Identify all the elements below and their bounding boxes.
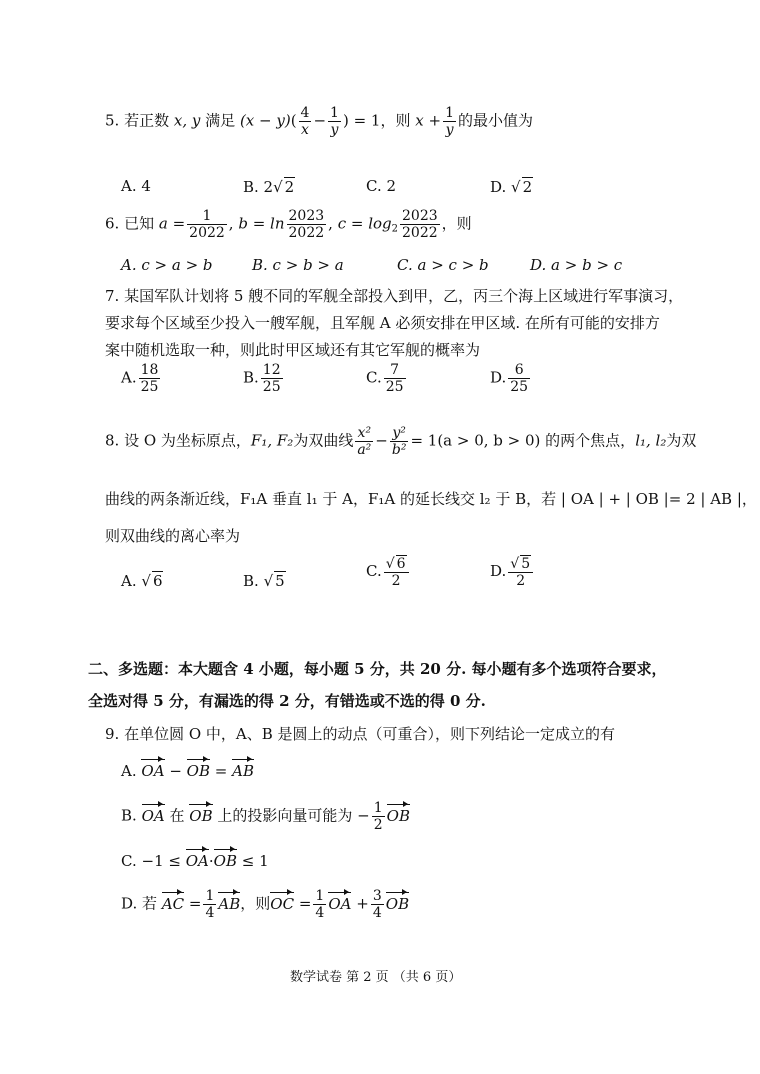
q5-option-c: C. 2 (366, 177, 397, 195)
q8-option-c: C. $\frac{√ 6}{2}$ (366, 555, 411, 589)
q6-b: b = ln (238, 214, 285, 233)
q6-suffix: ，则 (441, 214, 472, 233)
section2-line1: 二、多选题：本大题含 4 小题，每小题 5 分，共 20 分. 每小题有多个选项符合要求， (88, 660, 667, 678)
q6-stem: 6. 已知 a = $\frac{1}{2022}$ , b = ln $\frac{2023}{2022}$ , $c = \log_2$ $\frac{2023}{2022}$ ，则 (105, 208, 472, 242)
q6-b-frac: $\frac{2023}{2022}$ (288, 208, 325, 242)
q9-option-c: C. −1 ≤ OA·OB ≤ 1 (121, 852, 269, 870)
q5-expr: x + (415, 111, 442, 130)
q8-line2: 曲线的两条渐近线，F₁A 垂直 l₁ 于 A，F₁A 的延长线交 l₂ 于 B，若 | OA | + | OB |= 2 | AB |， (105, 490, 757, 508)
q6-option-b: B. c > b > a (252, 256, 344, 274)
q9-stem: 9. 在单位圆 O 中，A、B 是圆上的动点（可重合），则下列结论一定成立的有 (105, 725, 616, 743)
q5-minus: − (313, 111, 327, 130)
q5-cond-lhs: (x − y) (239, 111, 291, 130)
q6-prefix: 6. 已知 (105, 214, 155, 233)
q5-frac2: $\frac{1}{y}$ (330, 105, 339, 139)
q8-option-b: B. √ 5 (243, 572, 285, 590)
q5-vars: x, y (173, 111, 201, 130)
q5-stem: 5. 若正数 x, y 满足 (x − y)( $\frac{4}{x}$ − $\frac{1}{y}$ ) = 1，则 x + $\frac{1}{y}$ 的最小值为 (105, 105, 533, 139)
q5-frac1: $\frac{4}{x}$ (300, 105, 310, 139)
q9-option-a: A. OA − OB = AB (121, 762, 254, 780)
q8-option-d: D. $\frac{√ 5}{2}$ (490, 555, 535, 589)
q5-frac3: $\frac{1}{y}$ (445, 105, 454, 139)
q6-a: a = (158, 214, 186, 233)
q6-option-a: A. c > a > b (121, 256, 213, 274)
q7-option-b: B. $\frac{12}{25}$ (243, 362, 281, 396)
q5-mid: 满足 (205, 111, 236, 130)
q6-a-frac: $\frac{1}{2022}$ (189, 208, 225, 242)
q5-eq: ) = 1 (342, 111, 381, 130)
q7-option-a: A. $\frac{18}{25}$ (121, 362, 159, 396)
q6-c: c = log (337, 214, 392, 233)
q8-line3: 则双曲线的离心率为 (105, 527, 241, 545)
q5-prefix: 5. 若正数 (105, 111, 170, 130)
q6-c-frac: $\frac{2023}{2022}$ (402, 208, 438, 242)
q5-option-b: B. 2√ 2 (243, 178, 295, 196)
page-footer: 数学试卷 第 2 页 （共 6 页） (290, 970, 462, 985)
q6-option-c: C. a > c > b (397, 256, 489, 274)
q5-then: ，则 (380, 111, 411, 130)
q7-option-d: D. $\frac{6}{25}$ (490, 362, 529, 396)
q9-option-d: D. 若 AC = $\frac{1}{4}$ AB，则OC = $\frac{1}{4}$ OA + $\frac{3}{4}$ OB (121, 888, 410, 922)
q6-c-sub: 2 (391, 223, 399, 235)
q7-line2: 要求每个区域至少投入一艘军舰，且军舰 A 必须安排在甲区域. 在所有可能的安排方 (105, 314, 660, 332)
q6-option-d: D. a > b > c (530, 256, 623, 274)
q5-option-a: A. 4 (121, 177, 151, 195)
q7-line3: 案中随机选取一种，则此时甲区域还有其它军舰的概率为 (105, 341, 481, 359)
q7-line1: 7. 某国军队计划将 5 艘不同的军舰全部投入到甲，乙，丙三个海上区域进行军事演习， (105, 287, 684, 305)
q8-option-a: A. √ 6 (121, 572, 163, 590)
q7-option-c: C. $\frac{7}{25}$ (366, 362, 404, 396)
q5-suffix: 的最小值为 (457, 111, 533, 130)
q8-line1: 8. 设 O 为坐标原点，F₁, F₂为双曲线 $\frac{\text{x²}}{\text{a²}}$ − $\frac{\text{y²}}{\text{b²}}$ = 1(a > 0, b > 0) 的两个焦点，l₁, l₂为双 (105, 425, 697, 459)
section2-line2: 全选对得 5 分，有漏选的得 2 分，有错选或不选的得 0 分. (88, 692, 486, 710)
q9-option-b: B. OA 在 OB 上的投影向量可能为 − $\frac{1}{2}$ OB (121, 800, 410, 834)
q5-option-d: D. √ 2 (490, 178, 533, 196)
